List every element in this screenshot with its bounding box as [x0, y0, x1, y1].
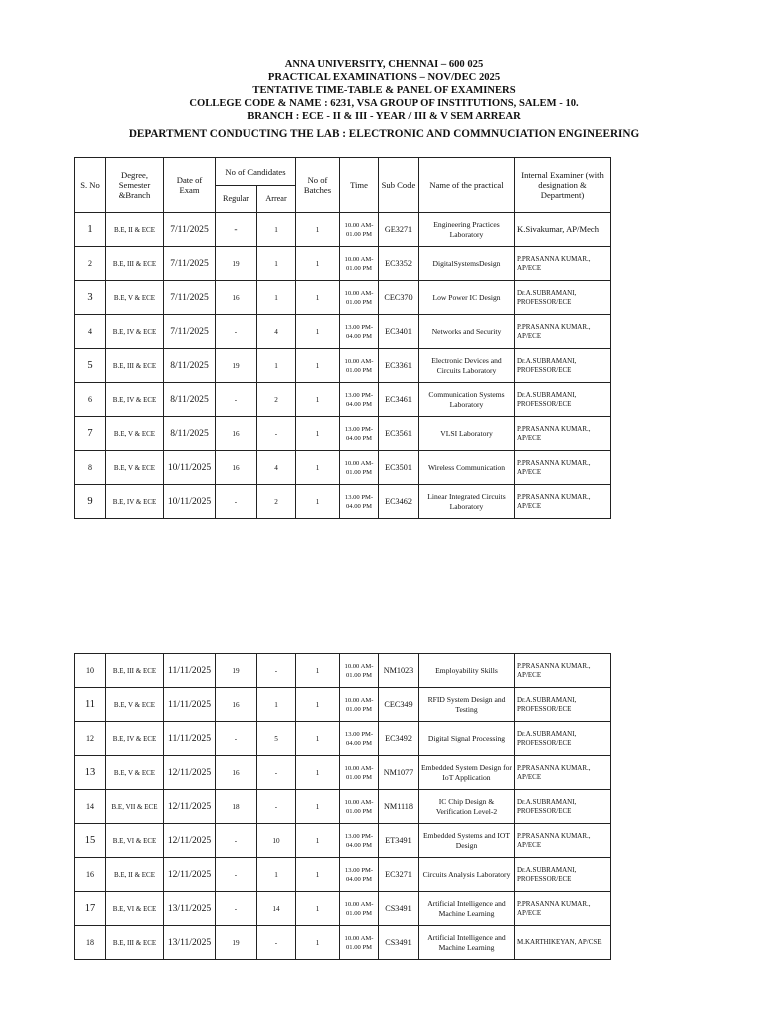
cell-batches: 1 — [296, 281, 340, 315]
cell-practical: Linear Integrated Circuits Laboratory — [419, 485, 515, 519]
cell-examiner: Dr.A.SUBRAMANI, PROFESSOR/ECE — [515, 383, 611, 417]
cell-regular: 19 — [216, 654, 257, 688]
table-row — [75, 790, 611, 824]
col-code-header: Sub Code — [379, 158, 419, 213]
cell-date: 7/11/2025 — [164, 281, 216, 315]
col-date-header: Date of Exam — [164, 158, 216, 213]
cell-sno: 14 — [75, 790, 106, 824]
cell-sno: 3 — [75, 281, 106, 315]
cell-examiner: P.PRASANNA KUMAR., AP/ECE — [515, 892, 611, 926]
cell-arrear: 4 — [257, 315, 296, 349]
cell-date: 11/11/2025 — [164, 688, 216, 722]
cell-code: ET3491 — [379, 824, 419, 858]
cell-code: EC3271 — [379, 858, 419, 892]
cell-arrear: 10 — [257, 824, 296, 858]
cell-degree: B.E, III & ECE — [106, 654, 164, 688]
cell-examiner: P.PRASANNA KUMAR., AP/ECE — [515, 315, 611, 349]
table-row — [75, 281, 611, 315]
timetable-body-2 — [75, 654, 611, 960]
cell-batches: 1 — [296, 213, 340, 247]
cell-regular: - — [216, 858, 257, 892]
cell-practical: Embedded Systems and IOT Design — [419, 824, 515, 858]
cell-examiner: Dr.A.SUBRAMANI, PROFESSOR/ECE — [515, 349, 611, 383]
cell-degree: B.E, VI & ECE — [106, 892, 164, 926]
cell-practical: Networks and Security — [419, 315, 515, 349]
cell-practical: Artificial Intelligence and Machine Learning — [419, 892, 515, 926]
cell-degree: B.E, IV & ECE — [106, 722, 164, 756]
cell-time: 10.00 AM- 01.00 PM — [340, 349, 379, 383]
cell-date: 11/11/2025 — [164, 654, 216, 688]
cell-arrear: 1 — [257, 247, 296, 281]
branch-info: BRANCH : ECE - II & III - YEAR / III & V SEM ARREAR — [247, 111, 521, 122]
cell-code: NM1118 — [379, 790, 419, 824]
cell-degree: B.E, V & ECE — [106, 417, 164, 451]
table-row — [75, 892, 611, 926]
table-row — [75, 654, 611, 688]
cell-code: CEC370 — [379, 281, 419, 315]
cell-date: 10/11/2025 — [164, 485, 216, 519]
cell-code: NM1077 — [379, 756, 419, 790]
cell-sno: 4 — [75, 315, 106, 349]
cell-code: NM1023 — [379, 654, 419, 688]
cell-sno: 11 — [75, 688, 106, 722]
cell-batches: 1 — [296, 654, 340, 688]
cell-arrear: - — [257, 417, 296, 451]
cell-examiner: Dr.A.SUBRAMANI, PROFESSOR/ECE — [515, 858, 611, 892]
cell-regular: 16 — [216, 281, 257, 315]
cell-sno: 1 — [75, 213, 106, 247]
cell-time: 13.00 PM- 04.00 PM — [340, 858, 379, 892]
cell-sno: 16 — [75, 858, 106, 892]
cell-regular: 16 — [216, 417, 257, 451]
cell-regular: - — [216, 722, 257, 756]
cell-date: 7/11/2025 — [164, 213, 216, 247]
cell-examiner: Dr.A.SUBRAMANI, PROFESSOR/ECE — [515, 281, 611, 315]
col-degree-header: Degree, Semester &Branch — [106, 158, 164, 213]
cell-arrear: 1 — [257, 213, 296, 247]
cell-arrear: - — [257, 756, 296, 790]
cell-batches: 1 — [296, 349, 340, 383]
cell-sno: 12 — [75, 722, 106, 756]
cell-time: 10.00 AM- 01.00 PM — [340, 756, 379, 790]
cell-time: 10.00 AM- 01.00 PM — [340, 451, 379, 485]
table-row — [75, 926, 611, 960]
cell-regular: 19 — [216, 247, 257, 281]
cell-code: EC3401 — [379, 315, 419, 349]
table-row — [75, 383, 611, 417]
cell-arrear: 2 — [257, 485, 296, 519]
cell-batches: 1 — [296, 824, 340, 858]
cell-batches: 1 — [296, 485, 340, 519]
cell-batches: 1 — [296, 383, 340, 417]
university-name: ANNA UNIVERSITY, CHENNAI – 600 025 — [284, 59, 484, 70]
cell-sno: 17 — [75, 892, 106, 926]
cell-regular: 16 — [216, 756, 257, 790]
cell-regular: - — [216, 824, 257, 858]
cell-code: CS3491 — [379, 892, 419, 926]
col-arrear-header: Arrear — [257, 186, 296, 213]
cell-time: 13.00 PM- 04.00 PM — [340, 722, 379, 756]
cell-arrear: - — [257, 926, 296, 960]
cell-degree: B.E, III & ECE — [106, 349, 164, 383]
cell-code: EC3492 — [379, 722, 419, 756]
cell-code: EC3461 — [379, 383, 419, 417]
cell-regular: - — [216, 383, 257, 417]
table-row — [75, 688, 611, 722]
cell-practical: Employability Skills — [419, 654, 515, 688]
cell-sno: 2 — [75, 247, 106, 281]
table-row — [75, 824, 611, 858]
cell-degree: B.E, II & ECE — [106, 858, 164, 892]
cell-sno: 15 — [75, 824, 106, 858]
cell-arrear: 14 — [257, 892, 296, 926]
cell-arrear: - — [257, 790, 296, 824]
col-sno-header: S. No — [75, 158, 106, 213]
cell-degree: B.E, III & ECE — [106, 926, 164, 960]
cell-sno: 9 — [75, 485, 106, 519]
cell-time: 10.00 AM- 01.00 PM — [340, 654, 379, 688]
cell-examiner: P.PRASANNA KUMAR., AP/ECE — [515, 824, 611, 858]
cell-batches: 1 — [296, 315, 340, 349]
cell-examiner: P.PRASANNA KUMAR., AP/ECE — [515, 485, 611, 519]
timetable-part-2 — [74, 653, 611, 960]
cell-time: 10.00 AM- 01.00 PM — [340, 892, 379, 926]
table-row — [75, 756, 611, 790]
cell-sno: 18 — [75, 926, 106, 960]
col-regular-header: Regular — [216, 186, 257, 213]
col-time-header: Time — [340, 158, 379, 213]
cell-practical: Engineering Practices Laboratory — [419, 213, 515, 247]
cell-date: 13/11/2025 — [164, 926, 216, 960]
cell-examiner: Dr.A.SUBRAMANI, PROFESSOR/ECE — [515, 688, 611, 722]
cell-batches: 1 — [296, 417, 340, 451]
cell-arrear: 1 — [257, 281, 296, 315]
department-line: DEPARTMENT CONDUCTING THE LAB : ELECTRONIC AND COMMNUCIATION ENGINEERING — [128, 128, 640, 140]
cell-date: 12/11/2025 — [164, 756, 216, 790]
cell-batches: 1 — [296, 892, 340, 926]
cell-time: 13.00 PM- 04.00 PM — [340, 315, 379, 349]
table-row — [75, 485, 611, 519]
cell-degree: B.E, III & ECE — [106, 247, 164, 281]
col-batches-header: No of Batches — [296, 158, 340, 213]
cell-practical: Artificial Intelligence and Machine Learning — [419, 926, 515, 960]
cell-arrear: 2 — [257, 383, 296, 417]
cell-arrear: 1 — [257, 688, 296, 722]
cell-code: EC3561 — [379, 417, 419, 451]
cell-sno: 7 — [75, 417, 106, 451]
cell-date: 7/11/2025 — [164, 315, 216, 349]
cell-practical: VLSI Laboratory — [419, 417, 515, 451]
cell-time: 10.00 AM- 01.00 PM — [340, 688, 379, 722]
cell-time: 10.00 AM- 01.00 PM — [340, 790, 379, 824]
timetable-body-1 — [75, 213, 611, 519]
cell-code: EC3501 — [379, 451, 419, 485]
cell-examiner: P.PRASANNA KUMAR., AP/ECE — [515, 247, 611, 281]
cell-batches: 1 — [296, 247, 340, 281]
col-examiner-header: Internal Examiner (with designation & Department) — [515, 158, 611, 213]
cell-examiner: M.KARTHIKEYAN, AP/CSE — [515, 926, 611, 960]
cell-regular: 19 — [216, 349, 257, 383]
cell-degree: B.E, V & ECE — [106, 688, 164, 722]
cell-practical: Communication Systems Laboratory — [419, 383, 515, 417]
cell-examiner: Dr.A.SUBRAMANI, PROFESSOR/ECE — [515, 790, 611, 824]
table-row — [75, 213, 611, 247]
cell-time: 13.00 PM- 04.00 PM — [340, 485, 379, 519]
cell-degree: B.E, V & ECE — [106, 756, 164, 790]
cell-arrear: 5 — [257, 722, 296, 756]
cell-practical: RFID System Design and Testing — [419, 688, 515, 722]
cell-code: CEC349 — [379, 688, 419, 722]
document-header — [0, 58, 768, 141]
cell-practical: DigitalSystemsDesign — [419, 247, 515, 281]
cell-batches: 1 — [296, 688, 340, 722]
cell-degree: B.E, V & ECE — [106, 281, 164, 315]
cell-practical: Low Power IC Design — [419, 281, 515, 315]
cell-date: 7/11/2025 — [164, 247, 216, 281]
cell-date: 8/11/2025 — [164, 349, 216, 383]
timetable-part-1 — [74, 157, 611, 519]
cell-code: CS3491 — [379, 926, 419, 960]
cell-regular: 16 — [216, 688, 257, 722]
cell-date: 8/11/2025 — [164, 383, 216, 417]
cell-examiner: P.PRASANNA KUMAR., AP/ECE — [515, 654, 611, 688]
cell-time: 13.00 PM- 04.00 PM — [340, 383, 379, 417]
cell-regular: 19 — [216, 926, 257, 960]
cell-examiner: K.Sivakumar, AP/Mech — [515, 213, 611, 247]
table-row — [75, 247, 611, 281]
cell-batches: 1 — [296, 722, 340, 756]
cell-practical: IC Chip Design & Verification Level-2 — [419, 790, 515, 824]
cell-examiner: Dr.A.SUBRAMANI, PROFESSOR/ECE — [515, 722, 611, 756]
cell-arrear: 1 — [257, 858, 296, 892]
cell-regular: - — [216, 213, 257, 247]
cell-regular: 16 — [216, 451, 257, 485]
cell-examiner: P.PRASANNA KUMAR., AP/ECE — [515, 756, 611, 790]
cell-examiner: P.PRASANNA KUMAR., AP/ECE — [515, 451, 611, 485]
table-row — [75, 451, 611, 485]
cell-code: GE3271 — [379, 213, 419, 247]
cell-time: 10.00 AM- 01.00 PM — [340, 926, 379, 960]
cell-degree: B.E, V & ECE — [106, 451, 164, 485]
table-row — [75, 417, 611, 451]
cell-degree: B.E, VII & ECE — [106, 790, 164, 824]
cell-degree: B.E, II & ECE — [106, 213, 164, 247]
timetable-title: TENTATIVE TIME-TABLE & PANEL OF EXAMINERS — [252, 85, 516, 96]
cell-time: 13.00 PM- 04.00 PM — [340, 417, 379, 451]
cell-practical: Digital Signal Processing — [419, 722, 515, 756]
col-candidates-header: No of Candidates — [216, 158, 296, 186]
cell-regular: - — [216, 485, 257, 519]
cell-examiner: P.PRASANNA KUMAR., AP/ECE — [515, 417, 611, 451]
cell-code: EC3361 — [379, 349, 419, 383]
cell-degree: B.E, IV & ECE — [106, 485, 164, 519]
cell-batches: 1 — [296, 451, 340, 485]
cell-time: 10.00 AM- 01.00 PM — [340, 247, 379, 281]
college-code-name: COLLEGE CODE & NAME : 6231, VSA GROUP OF INSTITUTIONS, SALEM - 10. — [189, 98, 579, 109]
cell-sno: 6 — [75, 383, 106, 417]
cell-batches: 1 — [296, 926, 340, 960]
cell-code: EC3462 — [379, 485, 419, 519]
cell-degree: B.E, IV & ECE — [106, 315, 164, 349]
cell-practical: Electronic Devices and Circuits Laboratory — [419, 349, 515, 383]
cell-batches: 1 — [296, 790, 340, 824]
cell-time: 10.00 AM- 01.00 PM — [340, 213, 379, 247]
cell-arrear: - — [257, 654, 296, 688]
cell-batches: 1 — [296, 858, 340, 892]
cell-date: 11/11/2025 — [164, 722, 216, 756]
cell-date: 12/11/2025 — [164, 858, 216, 892]
cell-code: EC3352 — [379, 247, 419, 281]
cell-degree: B.E, IV & ECE — [106, 383, 164, 417]
cell-date: 10/11/2025 — [164, 451, 216, 485]
cell-regular: - — [216, 315, 257, 349]
cell-time: 10.00 AM- 01.00 PM — [340, 281, 379, 315]
cell-sno: 13 — [75, 756, 106, 790]
cell-sno: 8 — [75, 451, 106, 485]
table-row — [75, 349, 611, 383]
cell-arrear: 4 — [257, 451, 296, 485]
table-row — [75, 858, 611, 892]
cell-date: 8/11/2025 — [164, 417, 216, 451]
cell-date: 12/11/2025 — [164, 824, 216, 858]
cell-practical: Embedded System Design for IoT Application — [419, 756, 515, 790]
cell-degree: B.E, VI & ECE — [106, 824, 164, 858]
cell-sno: 10 — [75, 654, 106, 688]
cell-time: 13.00 PM- 04.00 PM — [340, 824, 379, 858]
cell-date: 12/11/2025 — [164, 790, 216, 824]
cell-date: 13/11/2025 — [164, 892, 216, 926]
cell-regular: 18 — [216, 790, 257, 824]
cell-arrear: 1 — [257, 349, 296, 383]
cell-practical: Circuits Analysis Laboratory — [419, 858, 515, 892]
table-row — [75, 315, 611, 349]
exam-title: PRACTICAL EXAMINATIONS – NOV/DEC 2025 — [267, 72, 501, 83]
cell-regular: - — [216, 892, 257, 926]
table-row — [75, 722, 611, 756]
cell-batches: 1 — [296, 756, 340, 790]
cell-practical: Wireless Communication — [419, 451, 515, 485]
col-practical-header: Name of the practical — [419, 158, 515, 213]
cell-sno: 5 — [75, 349, 106, 383]
